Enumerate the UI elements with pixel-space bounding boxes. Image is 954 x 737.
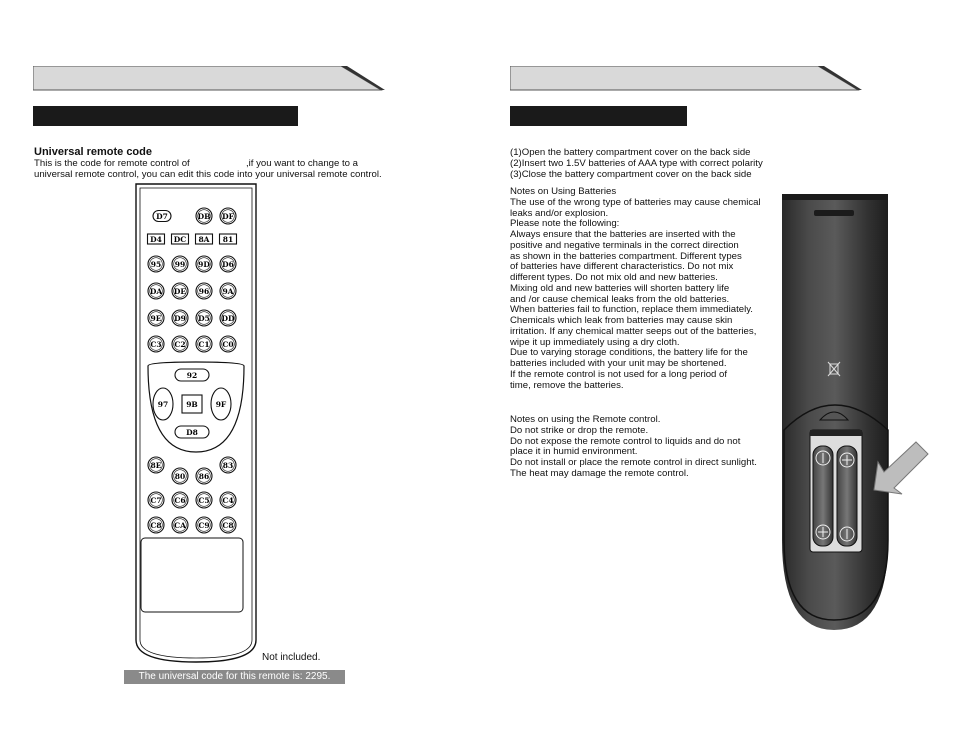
button-83-label: 83	[222, 461, 234, 470]
battery-note-line: batteries included with your unit may be shortened.	[510, 358, 727, 369]
button-99-label: 99	[174, 260, 186, 269]
button-9a	[220, 283, 236, 299]
remote-back-illustration	[770, 190, 954, 650]
button-d7-label: D7	[156, 212, 168, 221]
button-9d	[196, 256, 212, 272]
button-c6-0-label: C6	[174, 496, 186, 505]
dpad-right-button	[211, 388, 231, 420]
button-8e	[148, 457, 164, 473]
button-c3-label: C3	[150, 340, 162, 349]
button-d5-label: D5	[198, 314, 210, 323]
remote-note-line: The heat may damage the remote control.	[510, 467, 689, 479]
battery-note-line: When batteries fail to function, replace them immediately.	[510, 304, 753, 316]
plus-terminal-bottom-icon	[816, 525, 830, 539]
dpad-down-button	[175, 426, 209, 438]
button-c7-0-label: C7	[150, 496, 162, 505]
button-86-label: 86	[198, 472, 210, 481]
button-99	[172, 256, 188, 272]
button-da-label: DA	[149, 287, 163, 296]
button-9d-label: 9D	[198, 260, 210, 269]
dpad-ok-button	[182, 395, 202, 413]
button-d6-label: D6	[222, 260, 234, 269]
button-86	[196, 468, 212, 484]
button-8a	[196, 234, 213, 244]
button-8a-label: 8A	[198, 235, 210, 244]
button-db	[196, 208, 212, 224]
button-95	[148, 256, 164, 272]
battery-note-line: of batteries have different characteristics. Do not mix	[510, 261, 734, 273]
battery-note-line: Chemicals which leak from batteries may cause skin	[510, 315, 733, 326]
dpad-right-button-label: 9F	[215, 400, 227, 409]
button-de-label: DE	[173, 287, 187, 296]
dpad-down-button-label: D8	[186, 428, 198, 437]
button-dd-label: DD	[221, 314, 235, 323]
button-da	[148, 283, 164, 299]
dpad-left-button	[153, 388, 173, 420]
recycle-bin-icon	[828, 362, 840, 376]
button-9a-label: 9A	[222, 287, 234, 296]
button-83	[220, 457, 236, 473]
battery-note-line: wipe it up immediately using a dry cloth.	[510, 336, 680, 348]
button-ca-1-label: CA	[174, 521, 186, 530]
button-df	[220, 208, 236, 224]
button-c3	[148, 336, 164, 352]
battery-note-line: Always ensure that the batteries are inserted with the	[510, 229, 736, 240]
button-c2-label: C2	[174, 340, 186, 349]
compartment-top-rim	[810, 430, 862, 436]
button-c8-1-label: C8	[150, 521, 162, 530]
dpad-ok-button-label: 9B	[186, 400, 198, 409]
step-1: (1)Open the battery compartment cover on the back side	[510, 147, 751, 158]
dpad-left-button-label: 97	[157, 400, 169, 409]
remote-note-line: Do not strike or drop the remote.	[510, 424, 649, 436]
remote-back-top	[782, 194, 888, 200]
button-dc	[172, 234, 189, 244]
button-c0-label: C0	[222, 340, 234, 349]
button-96-label: 96	[198, 287, 210, 296]
button-c9-1-label: C9	[198, 521, 210, 530]
battery-note-line: Mixing old and new batteries will shorten battery life	[510, 282, 730, 294]
button-d9-label: D9	[174, 314, 186, 323]
button-c1-label: C1	[198, 340, 210, 349]
battery-note-line: The use of the wrong type of batteries may cause chemical	[510, 196, 761, 208]
button-c5-0	[196, 492, 212, 508]
button-81-label: 81	[222, 235, 234, 244]
button-d6	[220, 256, 236, 272]
battery-note-line: irritation. If any chemical matter seeps out of the batteries,	[510, 325, 757, 337]
battery-note-line: Please note the following:	[510, 218, 620, 230]
plus-terminal-top-icon	[840, 453, 854, 467]
step-3: (3)Close the battery compartment cover on the back side	[510, 169, 752, 180]
button-c8-1	[220, 517, 236, 533]
button-c1	[196, 336, 212, 352]
remote-note-line: place it in humid environment.	[510, 446, 638, 458]
universal-code-band: The universal code for this remote is: 2295.	[124, 670, 345, 684]
battery-note-line: different types. Do not mix old and new batteries.	[510, 272, 718, 283]
not-included-text: Not included.	[262, 652, 321, 663]
battery-note-line: and /or cause chemical leaks from the old batteries.	[510, 293, 730, 305]
button-d9	[172, 310, 188, 326]
remote-note-line: Do not install or place the remote control in direct sunlight.	[510, 457, 757, 468]
universal-remote-heading: Universal remote code	[34, 146, 152, 158]
button-80-label: 80	[174, 472, 186, 481]
intro-line-2: universal remote control, you can edit this code into your universal remote control.	[34, 169, 382, 180]
button-db-label: DB	[197, 212, 211, 221]
step-2: (2)Insert two 1.5V batteries of AAA type with correct polarity	[510, 158, 763, 169]
button-9e	[148, 310, 164, 326]
button-c4-0-label: C4	[222, 496, 234, 505]
button-d5	[196, 310, 212, 326]
button-c8-1	[148, 517, 164, 533]
button-d7	[153, 211, 171, 222]
battery-note-line: positive and negative terminals in the correct direction	[510, 239, 739, 251]
battery-note-line: Due to varying storage conditions, the battery life for the	[510, 347, 748, 359]
button-c2	[172, 336, 188, 352]
button-c6-0	[172, 492, 188, 508]
button-dc-label: DC	[173, 235, 187, 244]
button-df-label: DF	[222, 212, 234, 221]
button-c4-0	[220, 492, 236, 508]
button-dd	[220, 310, 236, 326]
button-9e-label: 9E	[150, 314, 162, 323]
battery-note-line: Notes on Using Batteries	[510, 186, 617, 197]
battery-note-line: as shown in the batteries compartment. Different types	[510, 250, 742, 262]
battery-note-line: leaks and/or explosion.	[510, 207, 609, 219]
remote-note-line: Do not expose the remote control to liquids and do not	[510, 435, 741, 447]
button-80	[172, 468, 188, 484]
button-d4	[148, 234, 165, 244]
intro-line-1a: This is the code for remote control of	[34, 158, 190, 169]
remote-note-line: Notes on using the Remote control.	[510, 414, 661, 425]
button-96	[196, 283, 212, 299]
button-d4-label: D4	[150, 235, 162, 244]
button-de	[172, 283, 188, 299]
button-8e-label: 8E	[150, 461, 162, 470]
button-95-label: 95	[150, 260, 162, 269]
battery-note-line: If the remote control is not used for a long period of	[510, 368, 728, 380]
battery-note-line: time, remove the batteries.	[510, 379, 624, 391]
button-c8-1-label: C8	[222, 521, 234, 530]
button-81	[220, 234, 237, 244]
dpad-up-button	[175, 369, 209, 381]
button-ca-1	[172, 517, 188, 533]
ir-window	[814, 210, 854, 216]
button-c9-1	[196, 517, 212, 533]
dpad-up-button-label: 92	[186, 371, 198, 380]
button-c7-0	[148, 492, 164, 508]
button-c0	[220, 336, 236, 352]
intro-line-1b: ,if you want to change to a	[246, 158, 359, 169]
button-c5-0-label: C5	[198, 496, 210, 505]
